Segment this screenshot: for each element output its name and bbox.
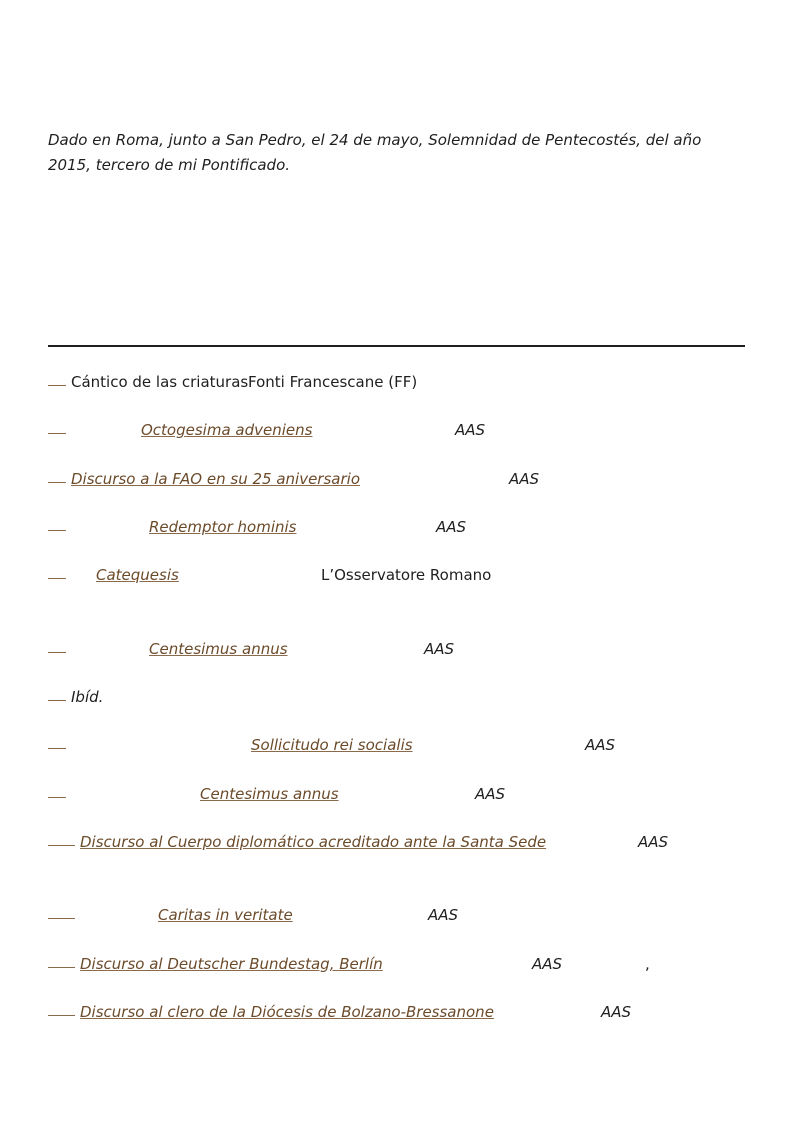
footnote-number[interactable] [48, 564, 66, 579]
footnote-link[interactable]: Octogesima adveniens [141, 421, 313, 439]
footnote-number[interactable] [48, 468, 66, 483]
footnote-link[interactable]: Centesimus annus [149, 640, 288, 658]
footnote-number[interactable] [48, 371, 66, 386]
footnote-link[interactable]: Caritas in veritate [158, 906, 293, 924]
footnote-link[interactable]: Catequesis [96, 566, 179, 584]
footnote-item [48, 686, 748, 708]
footnote-source: L’Osservatore Romano [321, 566, 492, 584]
footnote-item [48, 638, 748, 660]
footnote-number[interactable] [48, 904, 75, 919]
footnote-source: AAS [638, 833, 669, 851]
footnote-number[interactable] [48, 953, 75, 968]
footnote-source: AAS [532, 955, 563, 973]
footnote-title: Cántico de las criaturas [71, 373, 249, 391]
footnote-link[interactable]: Discurso al clero de la Diócesis de Bolzano-Bressanone [80, 1003, 494, 1021]
footnote-number[interactable] [48, 831, 75, 846]
footnote-item [48, 419, 748, 441]
footnote-number[interactable] [48, 1001, 75, 1016]
footnote-link[interactable]: Discurso al Deutscher Bundestag, Berlín [80, 955, 383, 973]
footnote-source: AAS [424, 640, 455, 658]
footnote-item [48, 516, 748, 538]
footnote-number[interactable] [48, 516, 66, 531]
footnote-item [48, 831, 748, 853]
footnote-link[interactable]: Redemptor hominis [149, 518, 297, 536]
footnote-item [48, 468, 748, 490]
footnote-source: Fonti Francescane (FF) [248, 373, 418, 391]
footnote-item [48, 904, 748, 926]
footnote-item [48, 1001, 748, 1023]
footnote-number[interactable] [48, 783, 66, 798]
footnote-link[interactable]: Discurso a la FAO en su 25 aniversario [71, 470, 360, 488]
footnote-source: AAS [585, 736, 616, 754]
footnote-link[interactable]: Sollicitudo rei socialis [251, 736, 413, 754]
footnote-punctuation: , [645, 955, 650, 973]
footnote-item [48, 371, 748, 393]
footnote-number[interactable] [48, 419, 66, 434]
footnote-separator [48, 345, 745, 347]
footnote-item [48, 564, 748, 586]
footnote-link[interactable]: Centesimus annus [200, 785, 339, 803]
footnote-source: AAS [475, 785, 506, 803]
footnote-number[interactable] [48, 686, 66, 701]
footnote-source: AAS [509, 470, 540, 488]
footnote-item [48, 734, 748, 756]
footnote-source: AAS [455, 421, 486, 439]
footnote-source: AAS [601, 1003, 632, 1021]
footnote-link[interactable]: Discurso al Cuerpo diplomático acreditado ante la Santa Sede [80, 833, 547, 851]
footnote-source: AAS [428, 906, 459, 924]
closing-paragraph: Dado en Roma, junto a San Pedro, el 24 de mayo, Solemnidad de Pentecostés, del año 2015, tercero de mi Pontificado. [48, 131, 702, 174]
footnote-item [48, 953, 748, 975]
footnote-number[interactable] [48, 638, 66, 653]
footnote-source: AAS [436, 518, 467, 536]
footnote-item [48, 783, 748, 805]
footnote-title: Ibíd. [71, 688, 104, 706]
footnote-number[interactable] [48, 734, 66, 749]
